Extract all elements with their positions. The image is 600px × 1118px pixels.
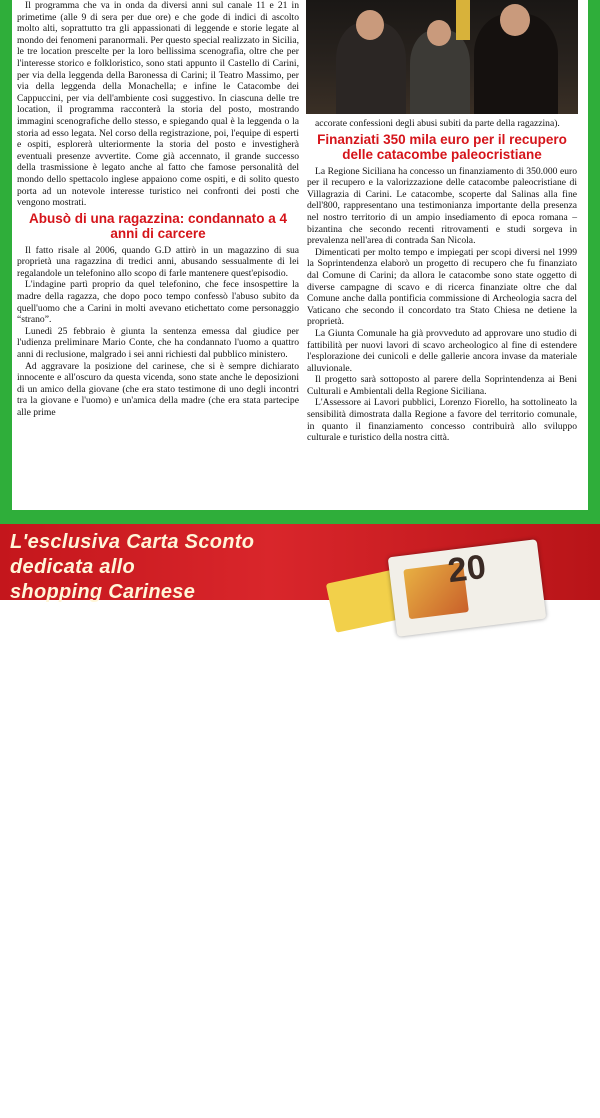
advert-side-text: Media Carini: [584, 1056, 593, 1101]
person-face: [500, 4, 530, 36]
banknote-value: 20: [445, 547, 488, 591]
advert-slogan: [10, 530, 340, 605]
yellow-scarf: [456, 0, 470, 40]
abuse-headline: Abusò di una ragazzina: condannato a 4 anni di carcere: [28, 210, 288, 242]
article-paragraph: Lunedì 25 febbraio è giunta la sentenza emessa dal giudice per l'udienza preliminare Mario Conte, che ha condannato l'uomo a quattro anni di reclusione, malgrado i sei anni richiesti dal pubblico ministero.: [17, 325, 299, 361]
advert-side-credit: [584, 1056, 598, 1118]
article-paragraph: L'indagine partì proprio da quel telefonino, che fece insospettire la madre della ragazza, che dopo poco tempo confessò l'abuso subito da quell'uomo che a Carini in molti avevano etichettato come personaggio “strano”.: [17, 279, 299, 326]
catacombs-headline: Finanziati 350 mila euro per il recupero delle catacombe paleocristiane: [317, 131, 567, 163]
article-paragraph: Dimenticati per molto tempo e impiegati per scopi diversi nel 1999 la Soprintendenza elaborò un progetto di recupero che fu finanziato dal Comune di Carini; da allora le catacombe sono state oggetto di diverse campagne di scavo e di ricerca finanziate oltre che dal Comune anche dalla pontificia commissione di Archeologia sacra del Vaticano che secondo il concordato tra Stato Chiesa ne detiene la proprietà.: [307, 246, 577, 328]
article-paragraph: La Regione Siciliana ha concesso un finanziamento di 350.000 euro per il recupero e la valorizzazione delle catacombe paleocristiane di Villagrazia di Carini. Le catacombe, scoperte dal Salinas alla fine dell'800, rappresentano una testimonianza importante della presenza nel nostro territorio di un ampio insediamento di epoca romana – bizantina che secondo recenti ritrovamenti e studi sorgeva in prevalenza nell'area di contrada San Nicola.: [307, 165, 577, 247]
carta-sconto-advert: [0, 524, 600, 1101]
article-paragraph: Il progetto sarà sottoposto al parere della Soprintendenza ai Beni Culturali e Ambientali della Regione Siciliana.: [307, 374, 577, 397]
right-column: [307, 118, 577, 444]
bottom-green-band: [0, 510, 600, 524]
left-column: [17, 0, 299, 419]
person-face: [427, 20, 451, 46]
intro-paragraph: Il programma che va in onda da diversi anni sul canale 11 e 21 in primetime (alle 9 di sera per due ore) e che gode di indici di ascolto molto alti, soprattutto tra gli appassionati di leggende e storie legate al mondo dei fenomeni paranormali. Per questo special realizzato in Sicilia, le tre location prescelte per la loro bellissima scenografia, oltre che per l'interesse storico e folkloristico, sono stati appunto il Castello di Carini, per via della leggenda della Baronessa di Carini; il Teatro Massimo, per via della leggenda della Monachella; e infine le Catacombe dei Cappuccini, per via dell'ambiente così suggestivo. In ciascuna delle tre location, il programma racconterà la storia del posto, mostrando immagini scenografiche dello stesso, e spiegando qual è la leggenda o la storia ad esso legata. Nel corso della registrazione, poi, l'equipe di esperti e ospiti, esplorerà ulteriormente la storia del posto e investigherà eventuali presenze avvertite. Come già accennato, il grande successo della trasmissione è legato anche al fatto che famose personalità del mondo dello spettacolo inglese appaiono come ospiti, e di solito questo porta ad un notevole interesse turistico nei confronti dei posti che vengono mostrati.: [17, 0, 299, 209]
article-paragraph: Ad aggravare la posizione del carinese, che si è sempre dichiarato innocente e all'oscuro da questa vicenda, sono state anche le deposizioni di un amico della giovane (che era stato testimone di uno degli incontri tra la giovane e l'uomo) e un'amica della madre (che era stata partecipe alle prime: [17, 360, 299, 418]
person-face: [356, 10, 384, 40]
advert-line: dedicata allo: [10, 556, 136, 578]
photo-caption-continuation: accorate confessioni degli abusi subiti da parte della ragazzina).: [315, 118, 560, 129]
advert-line: shopping Carinese: [10, 581, 196, 603]
article-paragraph: Il fatto risale al 2006, quando G.D attirò in un magazzino di sua proprietà una ragazzina di tredici anni, abusando sessualmente di lei regalandole un telefonino allo scopo di farle mantenere quest'episodio.: [17, 244, 299, 279]
left-green-stripe: [0, 0, 12, 520]
advert-line: L'esclusiva Carta Sconto: [10, 531, 255, 553]
right-green-stripe: [588, 0, 600, 520]
article-paragraph: La Giunta Comunale ha già provveduto ad approvare uno studio di fattibilità per nuovi lavori di scavo archeologico al fine di estendere l'esplorazione dei cunicoli e delle gallerie ancora invase da materiale alluvionale.: [307, 327, 577, 374]
news-photo: [306, 0, 578, 114]
article-paragraph: L'Assessore ai Lavori pubblici, Lorenzo Fiorello, ha sottolineato la sensibilità dimostrata dalla Regione a favore del territorio comunale, in quanto il finanziamento concesso contribuirà allo sviluppo culturale e turistico della nostra città.: [307, 397, 577, 444]
